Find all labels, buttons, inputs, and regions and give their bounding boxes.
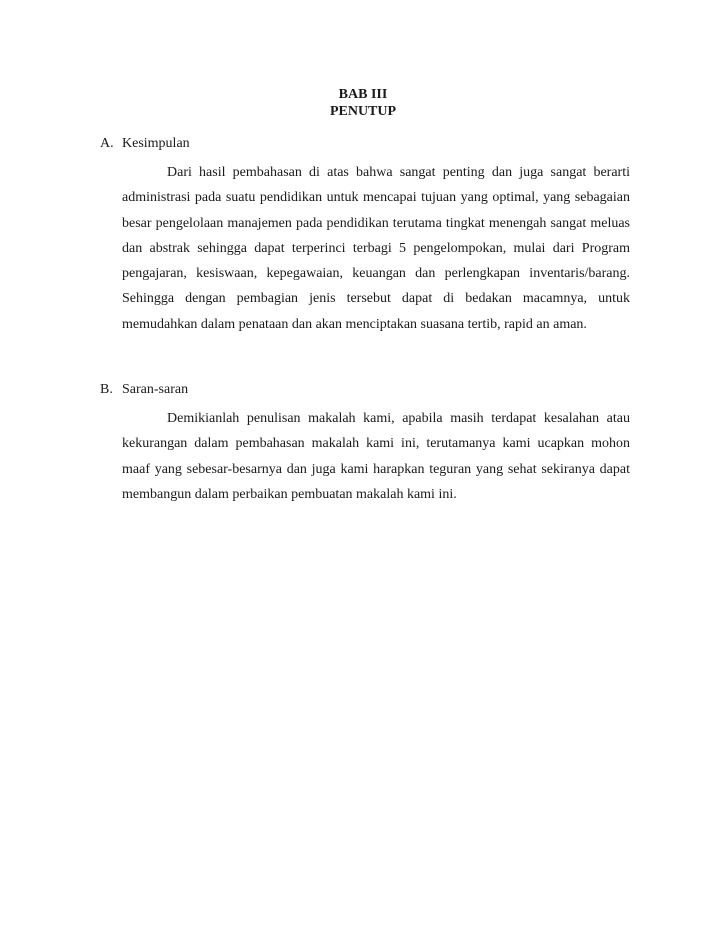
section-heading <box>100 134 630 154</box>
section-title: Kesimpulan <box>122 136 190 151</box>
section-title: Saran-saran <box>122 382 189 397</box>
section-paragraph: Demikianlah penulisan makalah kami, apabila masih terdapat kesalahan atau kekurangan dalam pembahasan makalah kami ini, terutamanya kami ucapkan mohon maaf yang sebesar-besarnya dan juga kami harapkan teguran yang sehat sekiranya dapat membangun dalam perbaikan pembuatan makalah kami ini. <box>122 411 630 502</box>
section-kesimpulan <box>100 134 630 337</box>
chapter-number: BAB III <box>338 87 388 102</box>
section-saran-saran <box>100 380 630 507</box>
section-heading <box>100 380 630 400</box>
section-paragraph: Dari hasil pembahasan di atas bahwa sangat penting dan juga sangat berarti administrasi pada suatu pendidikan untuk mencapai tujuan yang optimal, yang sebagaian besar pengelolaan manajemen pada pendidikan terutama tingkat menengah sangat meluas dan abstrak sehingga dapat terperinci terbagi 5 pengelompokan, mulai dari Program pengajaran, kesiswaan, kepegawaian, keuangan dan perlengkapan inventaris/barang. Sehingga dengan pembagian jenis tersebut dapat di bedakan macamnya, untuk memudahkan dalam penataan dan akan menciptakan suasana tertib, rapid an aman. <box>122 165 630 332</box>
section-letter: B. <box>100 382 113 397</box>
chapter-title: PENUTUP <box>329 104 397 119</box>
section-letter: A. <box>100 136 114 151</box>
